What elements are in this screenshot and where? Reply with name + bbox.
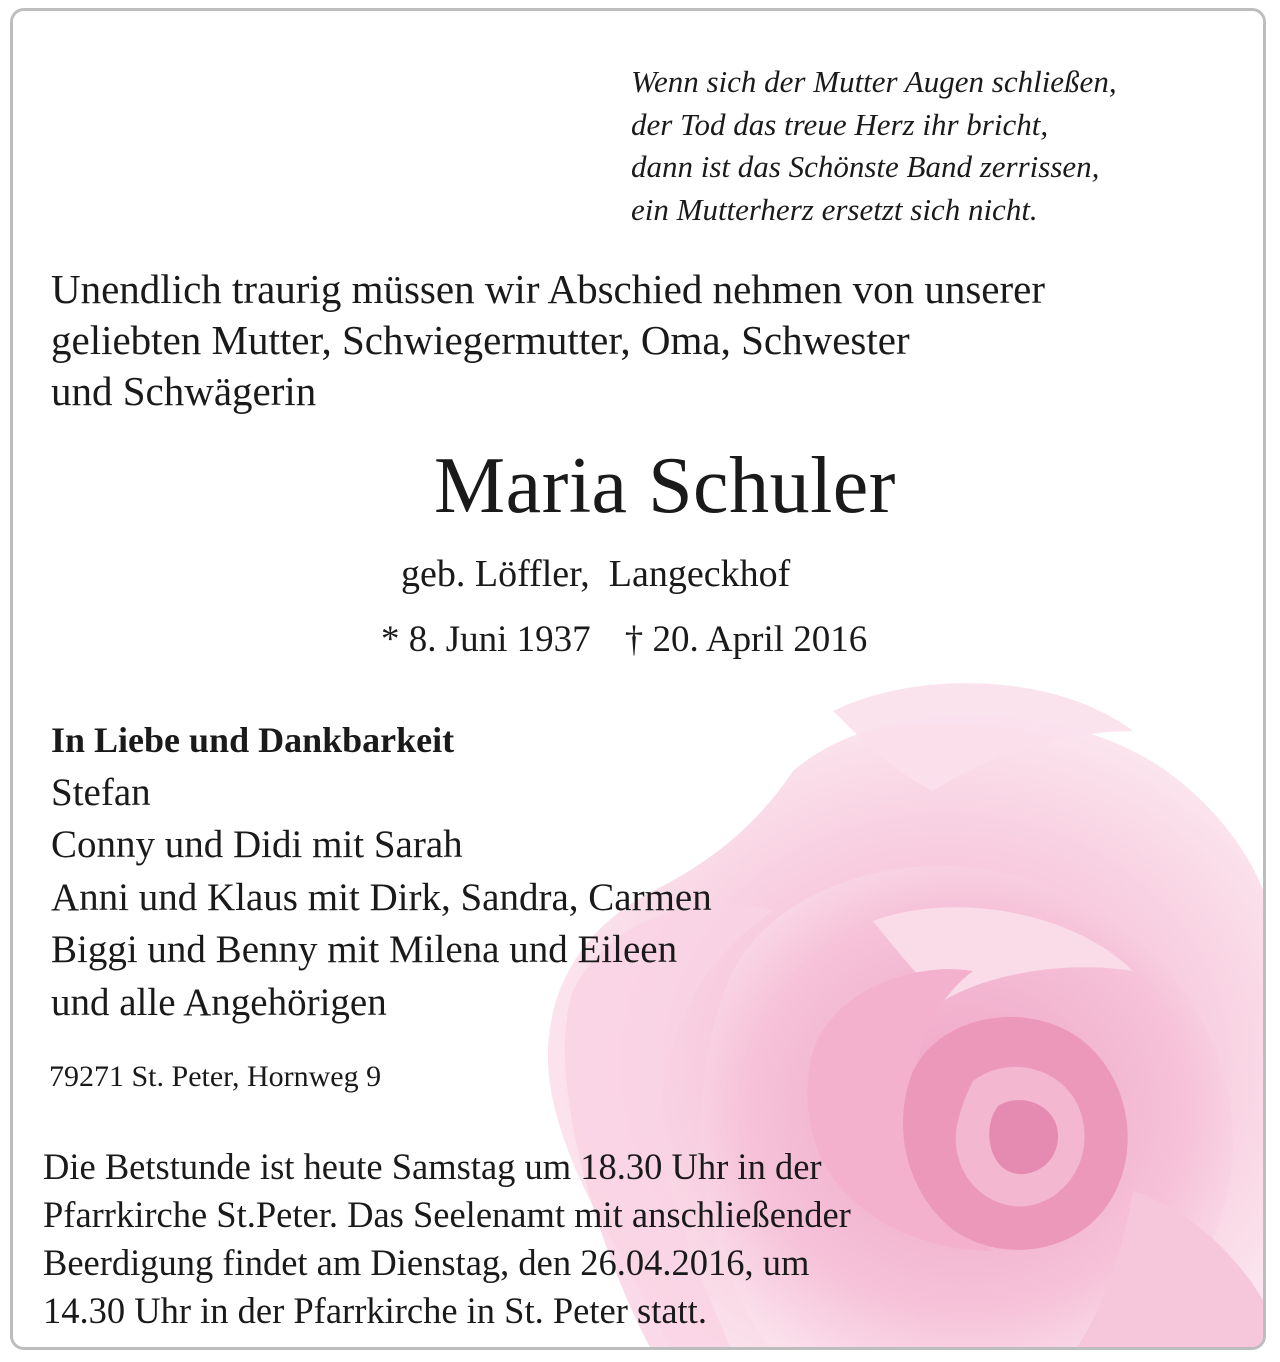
birth-date: * 8. Juni 1937	[381, 619, 591, 660]
family-heading: In Liebe und Dankbarkeit	[51, 720, 455, 760]
poem-line: der Tod das treue Herz ihr bricht,	[631, 106, 1049, 142]
intro-line: Unendlich traurig müssen wir Abschied nehmen von unserer	[51, 266, 1046, 312]
service-line: Pfarrkirche St.Peter. Das Seelenamt mit anschließender	[43, 1194, 851, 1235]
poem-line: dann ist das Schönste Band zerrissen,	[631, 149, 1100, 184]
family-member: Anni und Klaus mit Dirk, Sandra, Carmen	[51, 875, 712, 919]
poem-line: Wenn sich der Mutter Augen schließen,	[631, 64, 1117, 99]
poem-line: ein Mutterherz ersetzt sich nicht.	[631, 191, 1038, 227]
family-member: Conny und Didi mit Sarah	[51, 823, 463, 866]
death-date: † 20. April 2016	[624, 619, 868, 660]
service-line: 14.30 Uhr in der Pfarrkirche in St. Peter statt.	[43, 1290, 707, 1331]
address: 79271 St. Peter, Hornweg 9	[49, 1060, 382, 1093]
birth-info: geb. Löffler, Langeckhof	[401, 553, 791, 595]
family-list	[51, 714, 712, 1029]
poem	[631, 61, 1117, 231]
family-member: und alle Angehörigen	[51, 980, 387, 1024]
service-line: Beerdigung findet am Dienstag, den 26.04.2016, um	[43, 1242, 810, 1283]
service-line: Die Betstunde ist heute Samstag um 18.30 Uhr in der	[43, 1146, 822, 1187]
intro-line: geliebten Mutter, Schwiegermutter, Oma, Schwester	[51, 317, 910, 363]
deceased-name: Maria Schuler	[434, 442, 896, 530]
service-info	[43, 1143, 851, 1335]
life-dates	[381, 617, 867, 663]
family-member: Biggi und Benny mit Milena und Eileen	[51, 928, 678, 971]
family-member: Stefan	[51, 770, 151, 814]
obituary-frame	[10, 8, 1266, 1350]
intro-line: und Schwägerin	[51, 368, 317, 414]
intro-text	[51, 264, 1045, 417]
